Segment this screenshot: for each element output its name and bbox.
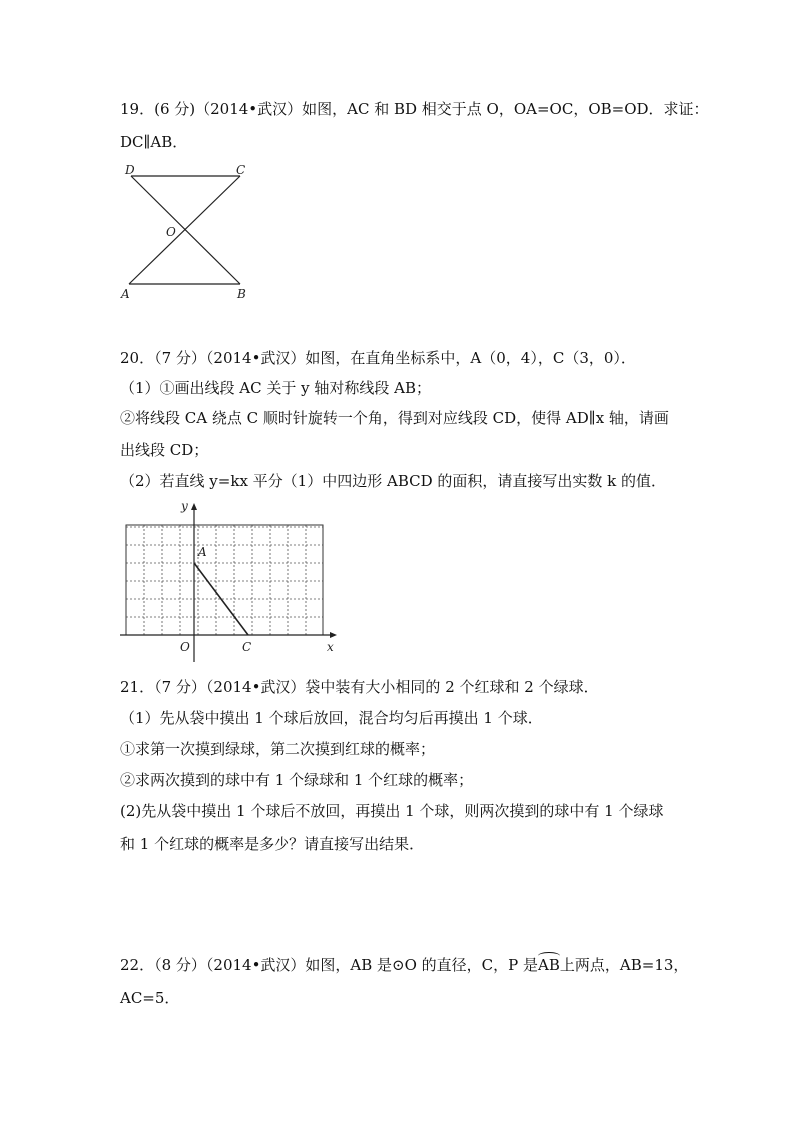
grid-lines bbox=[126, 525, 323, 635]
label-c: C bbox=[236, 163, 246, 177]
label-o: O bbox=[166, 225, 176, 239]
arc-ab: AB bbox=[538, 956, 560, 974]
q22-line-1 bbox=[120, 955, 700, 975]
label-a: A bbox=[198, 545, 207, 559]
q20-line-3: ②将线段 CA 绕点 C 顺时针旋转一个角，得到对应线段 CD，使得 AD∥x 轴，请画 bbox=[120, 409, 669, 427]
q21-line-1: 21．（7 分）（2014•武汉）袋中装有大小相同的 2 个红球和 2 个绿球． bbox=[120, 678, 599, 696]
label-a: A bbox=[121, 287, 130, 301]
q22-line-1-start: 22．（8 分）（2014•武汉）如图，AB 是⊙O 的直径，C，P 是 bbox=[120, 956, 539, 974]
x-axis-arrow bbox=[330, 632, 337, 638]
label-c: C bbox=[242, 640, 252, 654]
q21-line-2: （1）先从袋中摸出 1 个球后放回，混合均匀后再摸出 1 个球． bbox=[120, 709, 543, 727]
q21-line-4: ②求两次摸到的球中有 1 个绿球和 1 个红球的概率； bbox=[120, 771, 474, 789]
q20-coordinate-grid bbox=[118, 498, 348, 668]
q21-line-6: 和 1 个红球的概率是多少？请直接写出结果． bbox=[120, 835, 425, 853]
q21-line-5: (2)先从袋中摸出 1 个球后不放回，再摸出 1 个球，则两次摸到的球中有 1 个绿球 bbox=[120, 802, 664, 820]
label-x: x bbox=[327, 640, 334, 654]
q22-line-1-end: 上两点，AB=13， bbox=[559, 956, 689, 974]
label-y: y bbox=[181, 499, 188, 513]
grid-border bbox=[126, 525, 323, 635]
q22-line-2: AC=5． bbox=[120, 989, 180, 1007]
q21-line-3: ①求第一次摸到绿球，第二次摸到红球的概率； bbox=[120, 740, 436, 758]
label-b: B bbox=[237, 287, 246, 301]
q20-line-5: （2）若直线 y=kx 平分（1）中四边形 ABCD 的面积，请直接写出实数 k 的值． bbox=[120, 472, 667, 490]
q19-line-2: DC∥AB． bbox=[120, 133, 188, 151]
q20-line-1: 20．（7 分）（2014•武汉）如图，在直角坐标系中，A（0，4），C（3，0）． bbox=[120, 349, 636, 367]
q19-figure bbox=[115, 160, 255, 305]
q20-line-4: 出线段 CD； bbox=[120, 441, 209, 459]
y-axis-arrow bbox=[191, 503, 197, 510]
label-o: O bbox=[180, 640, 190, 654]
label-d: D bbox=[125, 163, 135, 177]
q19-line-1: 19．(6 分)（2014•武汉）如图，AC 和 BD 相交于点 O，OA=OC，OB=OD．求证： bbox=[120, 100, 709, 118]
q20-line-2: （1）①画出线段 AC 关于 y 轴对称线段 AB； bbox=[120, 379, 432, 397]
